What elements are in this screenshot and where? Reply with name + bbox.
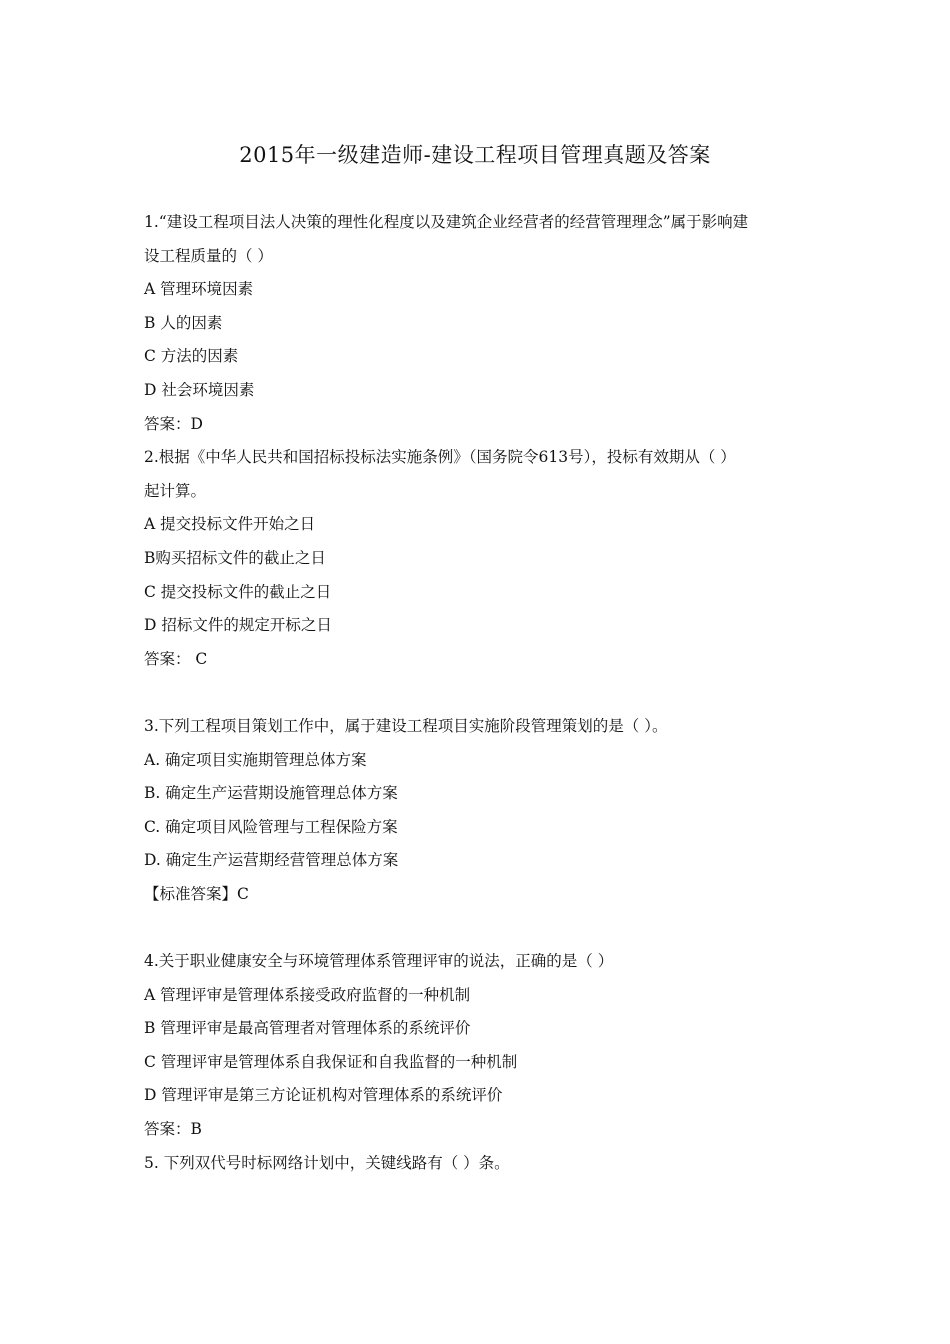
question-2-stem-line-2: 起计算。 (144, 481, 207, 500)
question-3-option-a: A. 确定项目实施期管理总体方案 (144, 750, 367, 769)
question-5-stem-line-1: 5. 下列双代号时标网络计划中，关键线路有（ ）条。 (144, 1153, 510, 1172)
question-1-answer: 答案：D (144, 414, 203, 433)
question-4-option-b: B 管理评审是最高管理者对管理体系的系统评价 (144, 1019, 471, 1038)
question-1-stem-line-2: 设工程质量的（ ） (144, 246, 273, 265)
question-3-option-c: C. 确定项目风险管理与工程保险方案 (144, 817, 398, 836)
question-3-stem-line-1: 3.下列工程项目策划工作中，属于建设工程项目实施阶段管理策划的是（ ）。 (144, 716, 668, 735)
blank-line (144, 911, 824, 945)
question-1-option-b: B 人的因素 (144, 313, 223, 332)
blank-line (144, 676, 824, 710)
question-1-option-c: C 方法的因素 (144, 347, 239, 366)
question-4-option-c: C 管理评审是管理体系自我保证和自我监督的一种机制 (144, 1052, 518, 1071)
question-4-stem-line-1: 4.关于职业健康安全与环境管理体系管理评审的说法，正确的是（ ） (144, 952, 614, 971)
question-2-option-a: A 提交投标文件开始之日 (144, 515, 316, 534)
question-1-stem-line-1: 1.“建设工程项目法人决策的理性化程度以及建筑企业经营者的经营管理理念”属于影响建 (144, 213, 749, 231)
question-2-option-d: D 招标文件的规定开标之日 (144, 616, 332, 635)
document-body (144, 206, 824, 1180)
question-4-answer: 答案：B (144, 1120, 202, 1139)
question-2-option-c: C 提交投标文件的截止之日 (144, 582, 332, 601)
question-2-answer: 答案： C (144, 649, 208, 668)
question-2-stem-line-1: 2.根据《中华人民共和国招标投标法实施条例》（国务院令613号），投标有效期从（ ） (144, 448, 736, 467)
question-4-option-d: D 管理评审是第三方论证机构对管理体系的系统评价 (144, 1086, 503, 1105)
question-1-option-a: A 管理环境因素 (144, 280, 254, 299)
question-3-option-d: D. 确定生产运营期经营管理总体方案 (144, 851, 399, 870)
question-4-option-a: A 管理评审是管理体系接受政府监督的一种机制 (144, 985, 471, 1004)
question-3-answer: 【标准答案】C (144, 884, 249, 903)
question-2-option-b: B购买招标文件的截止之日 (144, 548, 326, 567)
question-3-option-b: B. 确定生产运营期设施管理总体方案 (144, 784, 398, 803)
document-title: 2015年一级建造师-建设工程项目管理真题及答案 (239, 143, 711, 167)
question-1-option-d: D 社会环境因素 (144, 380, 255, 399)
